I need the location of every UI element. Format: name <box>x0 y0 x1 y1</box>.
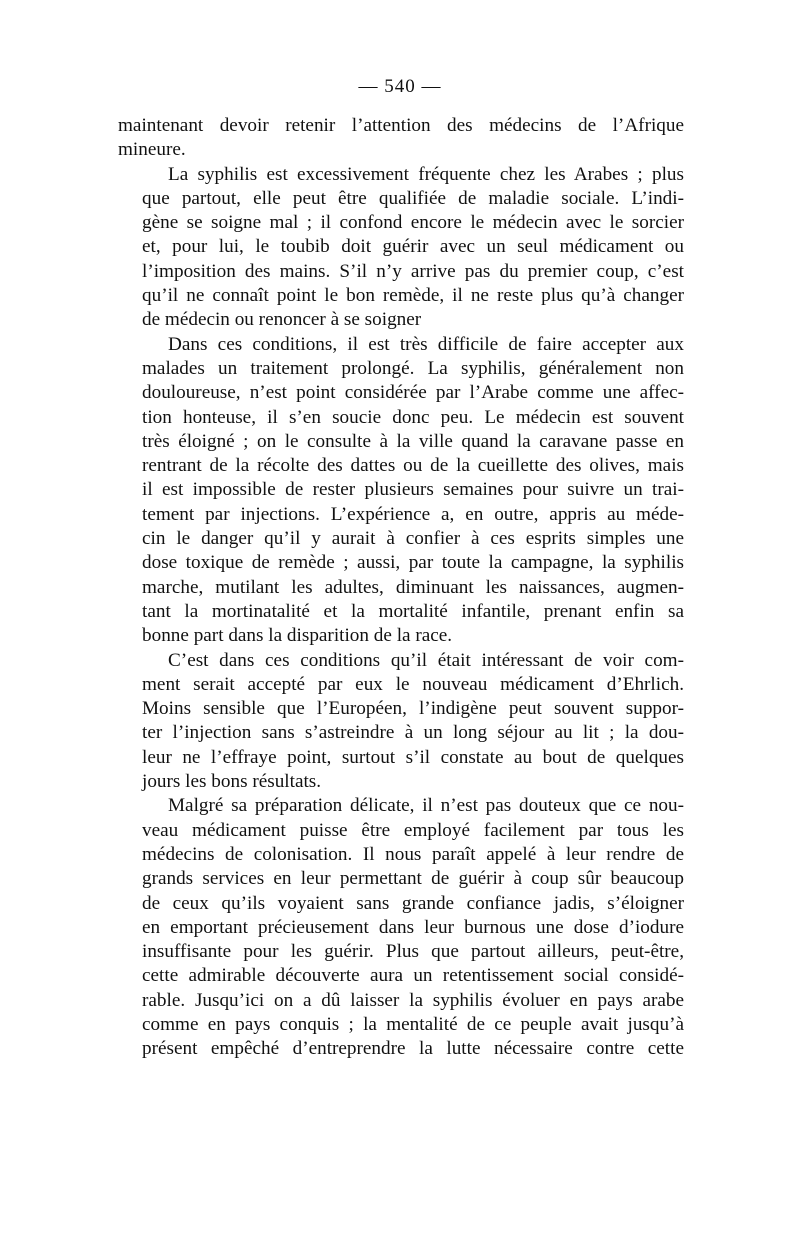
text-line: marche, mutilant les adultes, diminuant les naissances, augmen- <box>142 576 684 598</box>
text-line: de médecin ou renoncer à se soigner <box>142 309 422 331</box>
text-line: Malgré sa préparation délicate, il n’est pas douteux que ce nou- <box>168 795 684 817</box>
text-line: gène se soigne mal ; il confond encore le médecin avec le sorcier <box>142 212 684 234</box>
text-line: cin le danger qu’il y aurait à confier à ces esprits simples une <box>142 528 684 550</box>
text-line: Moins sensible que l’Européen, l’indigène peut souvent suppor- <box>142 698 684 720</box>
text-line: mineure. <box>118 139 186 161</box>
text-line: l’imposition des mains. S’il n’y arrive pas du premier coup, c’est <box>142 260 684 282</box>
text-line: que partout, elle peut être qualifiée de maladie sociale. L’indi- <box>142 187 684 209</box>
text-line: La syphilis est excessivement fréquente chez les Arabes ; plus <box>168 163 684 185</box>
text-line: douloureuse, n’est point considérée par l’Arabe comme une affec- <box>142 382 684 404</box>
text-line: cette admirable découverte aura un retentissement social considé- <box>142 965 684 987</box>
page-number: — 540 — <box>358 76 442 97</box>
text-line: présent empêché d’entreprendre la lutte nécessaire contre cette <box>142 1038 684 1060</box>
text-line: ter l’injection sans s’astreindre à un long séjour au lit ; la dou- <box>142 722 684 744</box>
paragraph-4 <box>118 649 684 795</box>
text-line: médecins de colonisation. Il nous paraît appelé à leur rendre de <box>142 843 684 865</box>
text-line: leur ne l’effraye point, surtout s’il constate au bout de quelques <box>142 746 684 768</box>
paragraph-5 <box>118 794 684 1061</box>
text-line: il est impossible de rester plusieurs semaines pour suivre un trai- <box>142 479 684 501</box>
paragraph-3 <box>118 333 684 649</box>
text-line: veau médicament puisse être employé facilement par tous les <box>142 819 684 841</box>
body-text <box>118 114 684 1062</box>
text-line: rable. Jusqu’ici on a dû laisser la syphilis évoluer en pays arabe <box>142 989 684 1011</box>
paragraph-1 <box>118 114 684 163</box>
text-line: C’est dans ces conditions qu’il était intéressant de voir com- <box>168 649 684 671</box>
text-line: comme en pays conquis ; la mentalité de ce peuple avait jusqu’à <box>142 1013 684 1035</box>
text-line: tant la mortinatalité et la mortalité infantile, prenant enfin sa <box>142 600 684 622</box>
text-line: tion honteuse, il s’en soucie donc peu. Le médecin est souvent <box>142 406 684 428</box>
text-line: maintenant devoir retenir l’attention des médecins de l’Afrique <box>118 115 684 136</box>
text-line: tement par injections. L’expérience a, en outre, appris au méde- <box>142 503 684 525</box>
text-line: grands services en leur permettant de guérir à coup sûr beaucoup <box>142 868 684 890</box>
text-line: insuffisante pour les guérir. Plus que partout ailleurs, peut-être, <box>142 941 684 963</box>
text-line: qu’il ne connaît point le bon remède, il ne reste plus qu’à changer <box>142 285 684 307</box>
text-line: en emportant précieusement dans leur burnous une dose d’iodure <box>142 916 684 938</box>
text-line: de ceux qu’ils voyaient sans grande confiance jadis, s’éloigner <box>142 892 684 914</box>
text-line: Dans ces conditions, il est très difficile de faire accepter aux <box>168 333 684 355</box>
text-line: dose toxique de remède ; aussi, par toute la campagne, la syphilis <box>142 552 684 574</box>
paragraph-2 <box>118 163 684 333</box>
text-line: et, pour lui, le toubib doit guérir avec un seul médicament ou <box>142 236 684 258</box>
text-line: jours les bons résultats. <box>142 771 322 793</box>
text-line: ment serait accepté par eux le nouveau médicament d’Ehrlich. <box>142 673 684 695</box>
text-line: malades un traitement prolongé. La syphilis, généralement non <box>142 357 684 379</box>
text-line: bonne part dans la disparition de la race. <box>142 625 453 647</box>
text-line: très éloigné ; on le consulte à la ville quand la caravane passe en <box>142 430 684 452</box>
text-line: rentrant de la récolte des dattes ou de la cueillette des olives, mais <box>142 455 684 477</box>
